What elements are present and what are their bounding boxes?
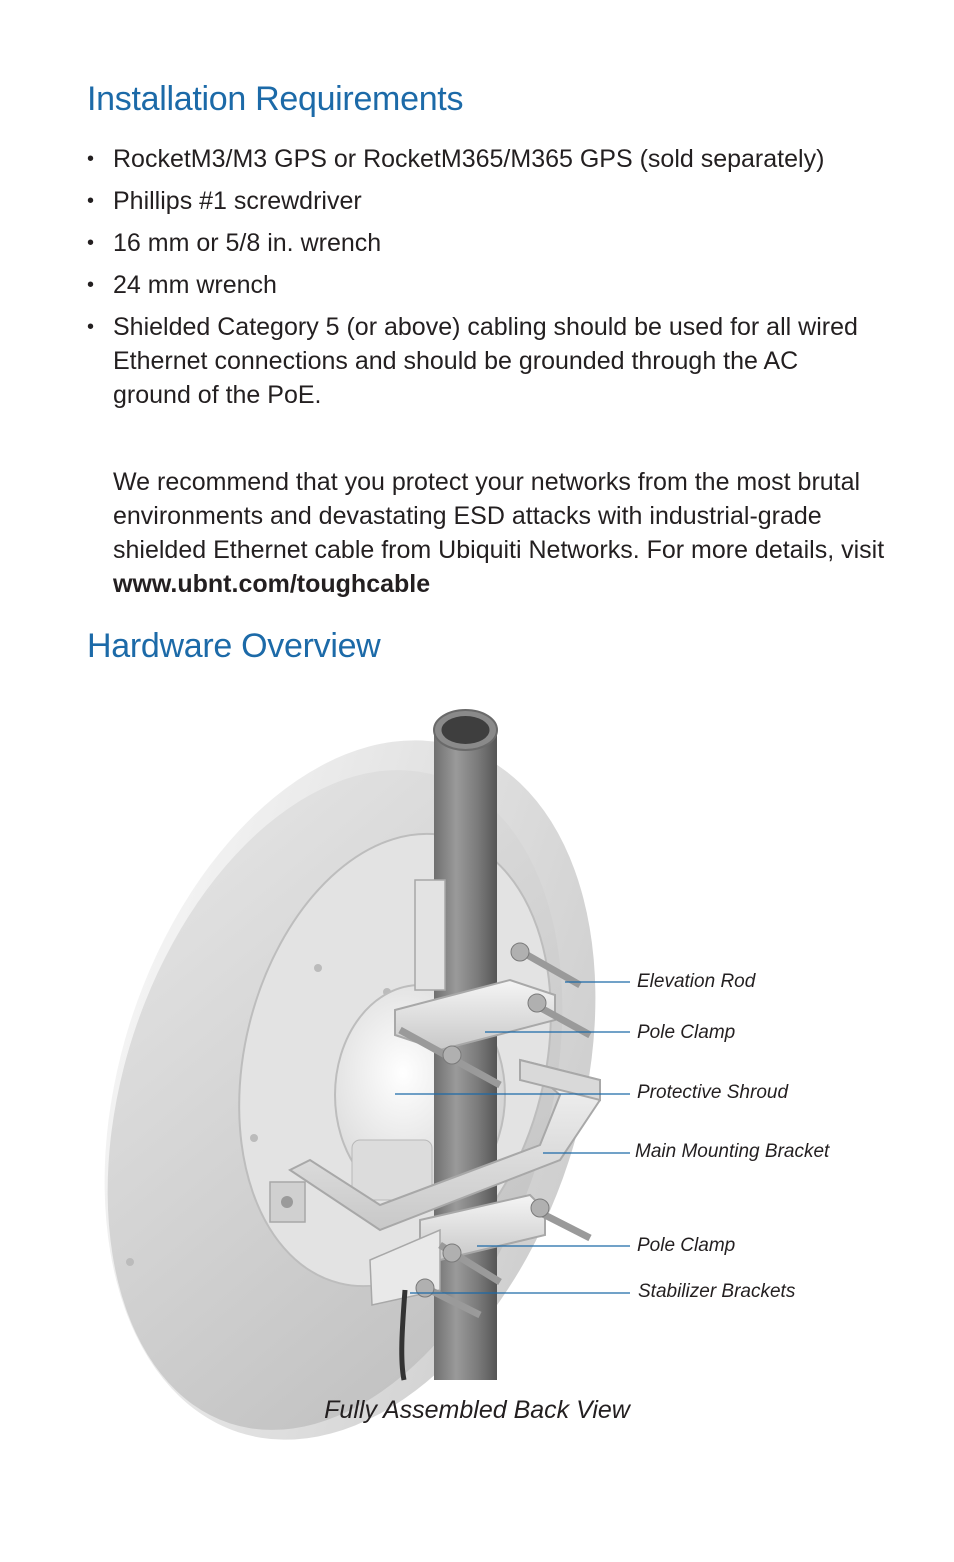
list-item bbox=[87, 184, 877, 218]
list-item-text: 24 mm wrench bbox=[113, 271, 277, 299]
callout-main-mounting-bracket: Main Mounting Bracket bbox=[635, 1141, 830, 1162]
figure-caption: Fully Assembled Back View bbox=[324, 1396, 630, 1424]
list-item bbox=[87, 142, 877, 176]
callout-pole-clamp-lower: Pole Clamp bbox=[637, 1235, 736, 1256]
bullet-icon: • bbox=[87, 274, 95, 296]
toughcable-link[interactable]: www.ubnt.com/toughcable bbox=[113, 570, 431, 598]
callout-elevation-rod: Elevation Rod bbox=[637, 971, 756, 992]
list-item bbox=[87, 268, 877, 302]
bullet-icon: • bbox=[87, 190, 95, 212]
note-text: We recommend that you protect your networks from the most brutal environments and devastating ESD attacks with industrial-grade shielded Ethernet cable from Ubiquiti Networks. For more details, visit bbox=[113, 468, 885, 564]
list-item bbox=[87, 310, 877, 412]
list-item-text: 16 mm or 5/8 in. wrench bbox=[113, 229, 382, 257]
bullet-icon: • bbox=[87, 148, 95, 170]
callout-pole-clamp-upper: Pole Clamp bbox=[637, 1022, 736, 1043]
bullet-icon: • bbox=[87, 232, 95, 254]
list-item-text: RocketM3/M3 GPS or RocketM365/M365 GPS (sold separately) bbox=[113, 145, 825, 173]
hardware-figure bbox=[0, 690, 954, 1470]
list-item-text: Shielded Category 5 (or above) cabling should be used for all wired Ethernet connections and should be grounded through the AC ground of the PoE. bbox=[113, 313, 858, 409]
antenna-illustration bbox=[0, 690, 954, 1470]
section-title-installation: Installation Requirements bbox=[87, 80, 464, 118]
callout-protective-shroud: Protective Shroud bbox=[637, 1082, 789, 1103]
requirements-list bbox=[87, 142, 877, 420]
list-item-text: Phillips #1 screwdriver bbox=[113, 187, 362, 215]
esd-recommendation-paragraph bbox=[113, 465, 893, 601]
section-title-hardware-overview: Hardware Overview bbox=[87, 627, 381, 665]
bullet-icon: • bbox=[87, 316, 95, 338]
callout-stabilizer-brackets: Stabilizer Brackets bbox=[638, 1281, 796, 1302]
list-item bbox=[87, 226, 877, 260]
